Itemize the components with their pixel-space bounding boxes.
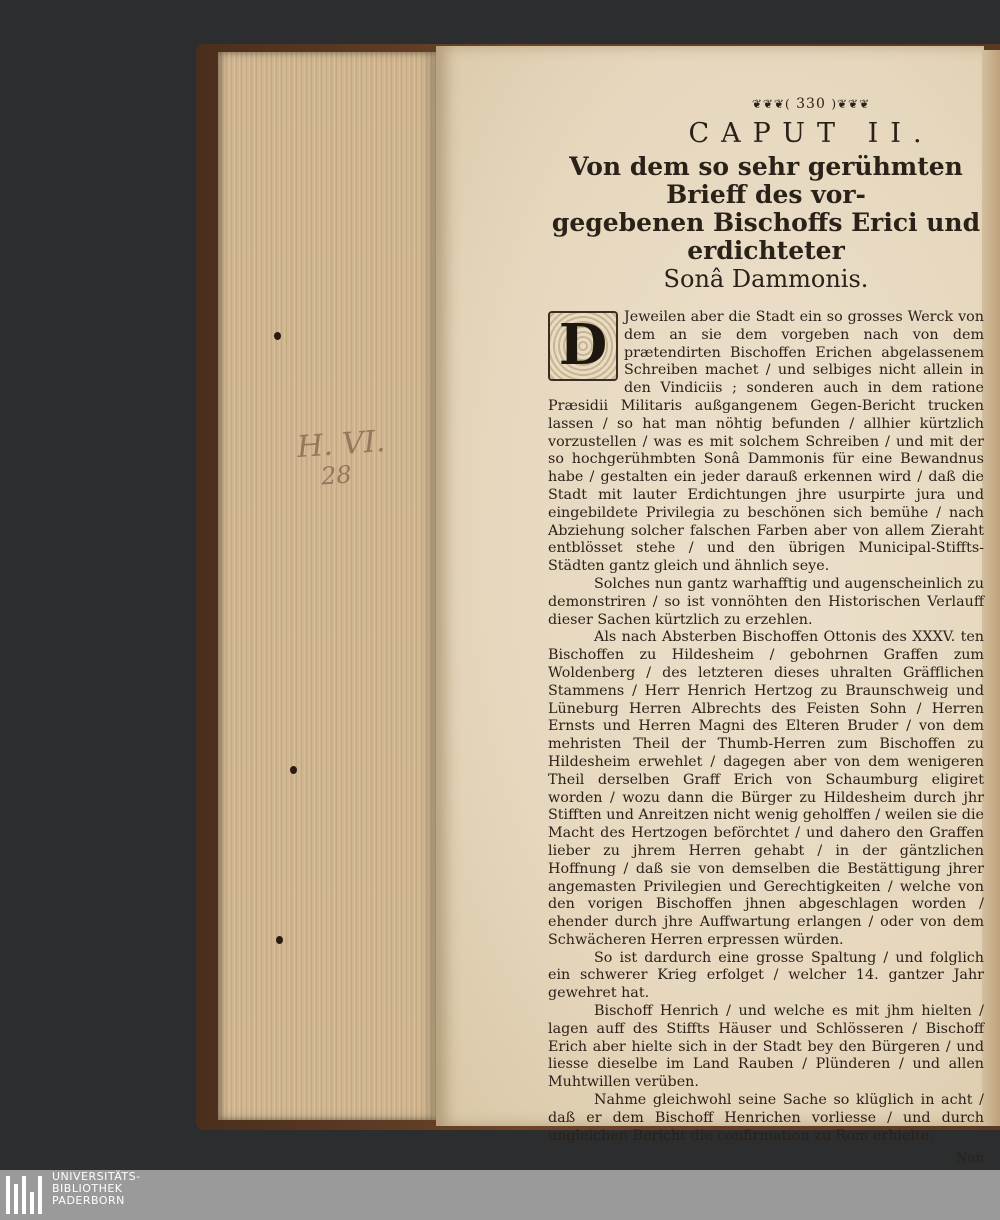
body-text — [548, 309, 984, 1145]
shelfmark-line1: H. VI. — [295, 424, 387, 466]
title-line-1: Von dem so sehr gerühmten Brieff des vor- — [569, 152, 963, 209]
shelfmark-line2: 28 — [320, 460, 353, 491]
paragraph-text: Jeweilen aber die Stadt ein so grosses Werck von dem an sie dem vorgeben nach von dem prætendirten Bischoffen Erichen abgelassenem Schreiben machet / und selbiges nicht allein in den Vindiciis ; sonderen auch in dem ratione Præsidii Militaris außgangenem Gegen-Bericht trucken lassen / so hat man nöhtig befunden / allhier kürtzlich vorzustellen / was es mit solchem Schreiben / und mit der so hochgerühmbten Sonâ Dammonis für eine Bewandnus habe / gestalten ein jeder darauß erkennen wird / daß die Stadt mit lauter Erdichtungen jhre usurpirte jura und eingebildete Privilegia zu beschönen sich bemühe / nach Abziehung solcher falschen Farben aber von allem Zieraht entblösset stehe / und den übrigen Municipal-Stiffts-Städten gantz gleich und ähnlich seye. — [548, 309, 984, 575]
library-name-line1: UNIVERSITÄTS- — [52, 1170, 141, 1183]
book-page-edges — [218, 52, 436, 1120]
chapter-heading: CAPUT II. — [688, 118, 934, 149]
library-footer — [0, 1170, 1000, 1220]
title-line-2: gegebenen Bischoffs Erici und erdichteter — [551, 208, 981, 265]
ornament-icon: )❦❦❦ — [831, 97, 871, 111]
paragraph — [548, 309, 984, 576]
library-name-line3: PADERBORN — [52, 1194, 125, 1207]
decorated-initial: D — [548, 311, 618, 381]
paragraph: Nahme gleichwohl seine Sache so klüglich in acht / daß er dem Bischoff Henrichen vorliesse / und durch ungleichen Bericht die confirmation zu Rom erhielte. — [548, 1092, 984, 1144]
paragraph: Solches nun gantz warhafftig und augenscheinlich zu demonstriren / so ist vonnöhten den Historischen Verlauff dieser Sachen kürtzlich zu erzehlen. — [548, 575, 984, 628]
paragraph: Als nach Absterben Bischoffen Ottonis des XXXV. ten Bischoffen zu Hildesheim / gebohrnen Graffen zum Woldenberg / des letzteren dieses uhralten Gräfflichen Stammens / Herr Henrich Hertzog zu Braunschweig und Lüneburg Herren Albrechts des Feisten Sohn / Herren Ernsts und Herren Magni des Elteren Bruder / von dem mehristen Theil der Thumb-Herren zum Bischoffen zu Hildesheim erwehlet / dagegen aber von dem wenigeren Theil derselben Graff Erich von Schaumburg eligiret worden / wozu dann die Bürger zu Hildesheim durch jhr Stifften und Anreitzen nicht wenig geholffen / weilen sie die Macht des Hertzogen beförchtet / und dahero den Graffen lieber zu jhrem Herren gehabt / in der gäntzlichen Hoffnung / daß sie von demselben die Bestättigung jhrer angemasten Privilegien und Gerechtigkeiten / welche von den vorigen Bischoffen jhnen abgeschlagen worden / ehender durch jhre Auffwartung erlangen / oder von dem Schwächeren Herren erpressen würden. — [548, 629, 984, 948]
library-name-line2: BIBLIOTHEK — [52, 1182, 123, 1195]
paragraph: Bischoff Henrich / und welche es mit jhm hielten / lagen auff des Stiffts Häuser und Schlösseren / Bischoff Erich aber hielte sich in der Stadt bey den Bürgeren / und liesse dieselbe im Land Rauben / Plünderen / und allen Muhtwillen verüben. — [548, 1003, 984, 1091]
title-line-3: Sonâ Dammonis. — [663, 265, 869, 293]
shelfmark — [295, 424, 388, 493]
library-name — [52, 1171, 141, 1207]
wormhole — [290, 766, 297, 774]
chapter-title — [548, 153, 984, 293]
library-logo-icon — [6, 1176, 42, 1214]
page-number: 330 — [796, 96, 826, 112]
wormhole — [274, 332, 281, 340]
ornament-icon: ❦❦❦( — [751, 97, 791, 111]
next-page-edge — [982, 50, 1000, 1126]
paragraph: So ist dardurch eine grosse Spaltung / und folglich ein schwerer Krieg erfolget / welcher 14. gantzer Jahr gewehret hat. — [548, 949, 984, 1002]
page-content — [548, 96, 984, 1166]
wormhole — [276, 936, 283, 944]
page-number-line — [638, 96, 984, 112]
catchword: Nun — [955, 1151, 984, 1167]
